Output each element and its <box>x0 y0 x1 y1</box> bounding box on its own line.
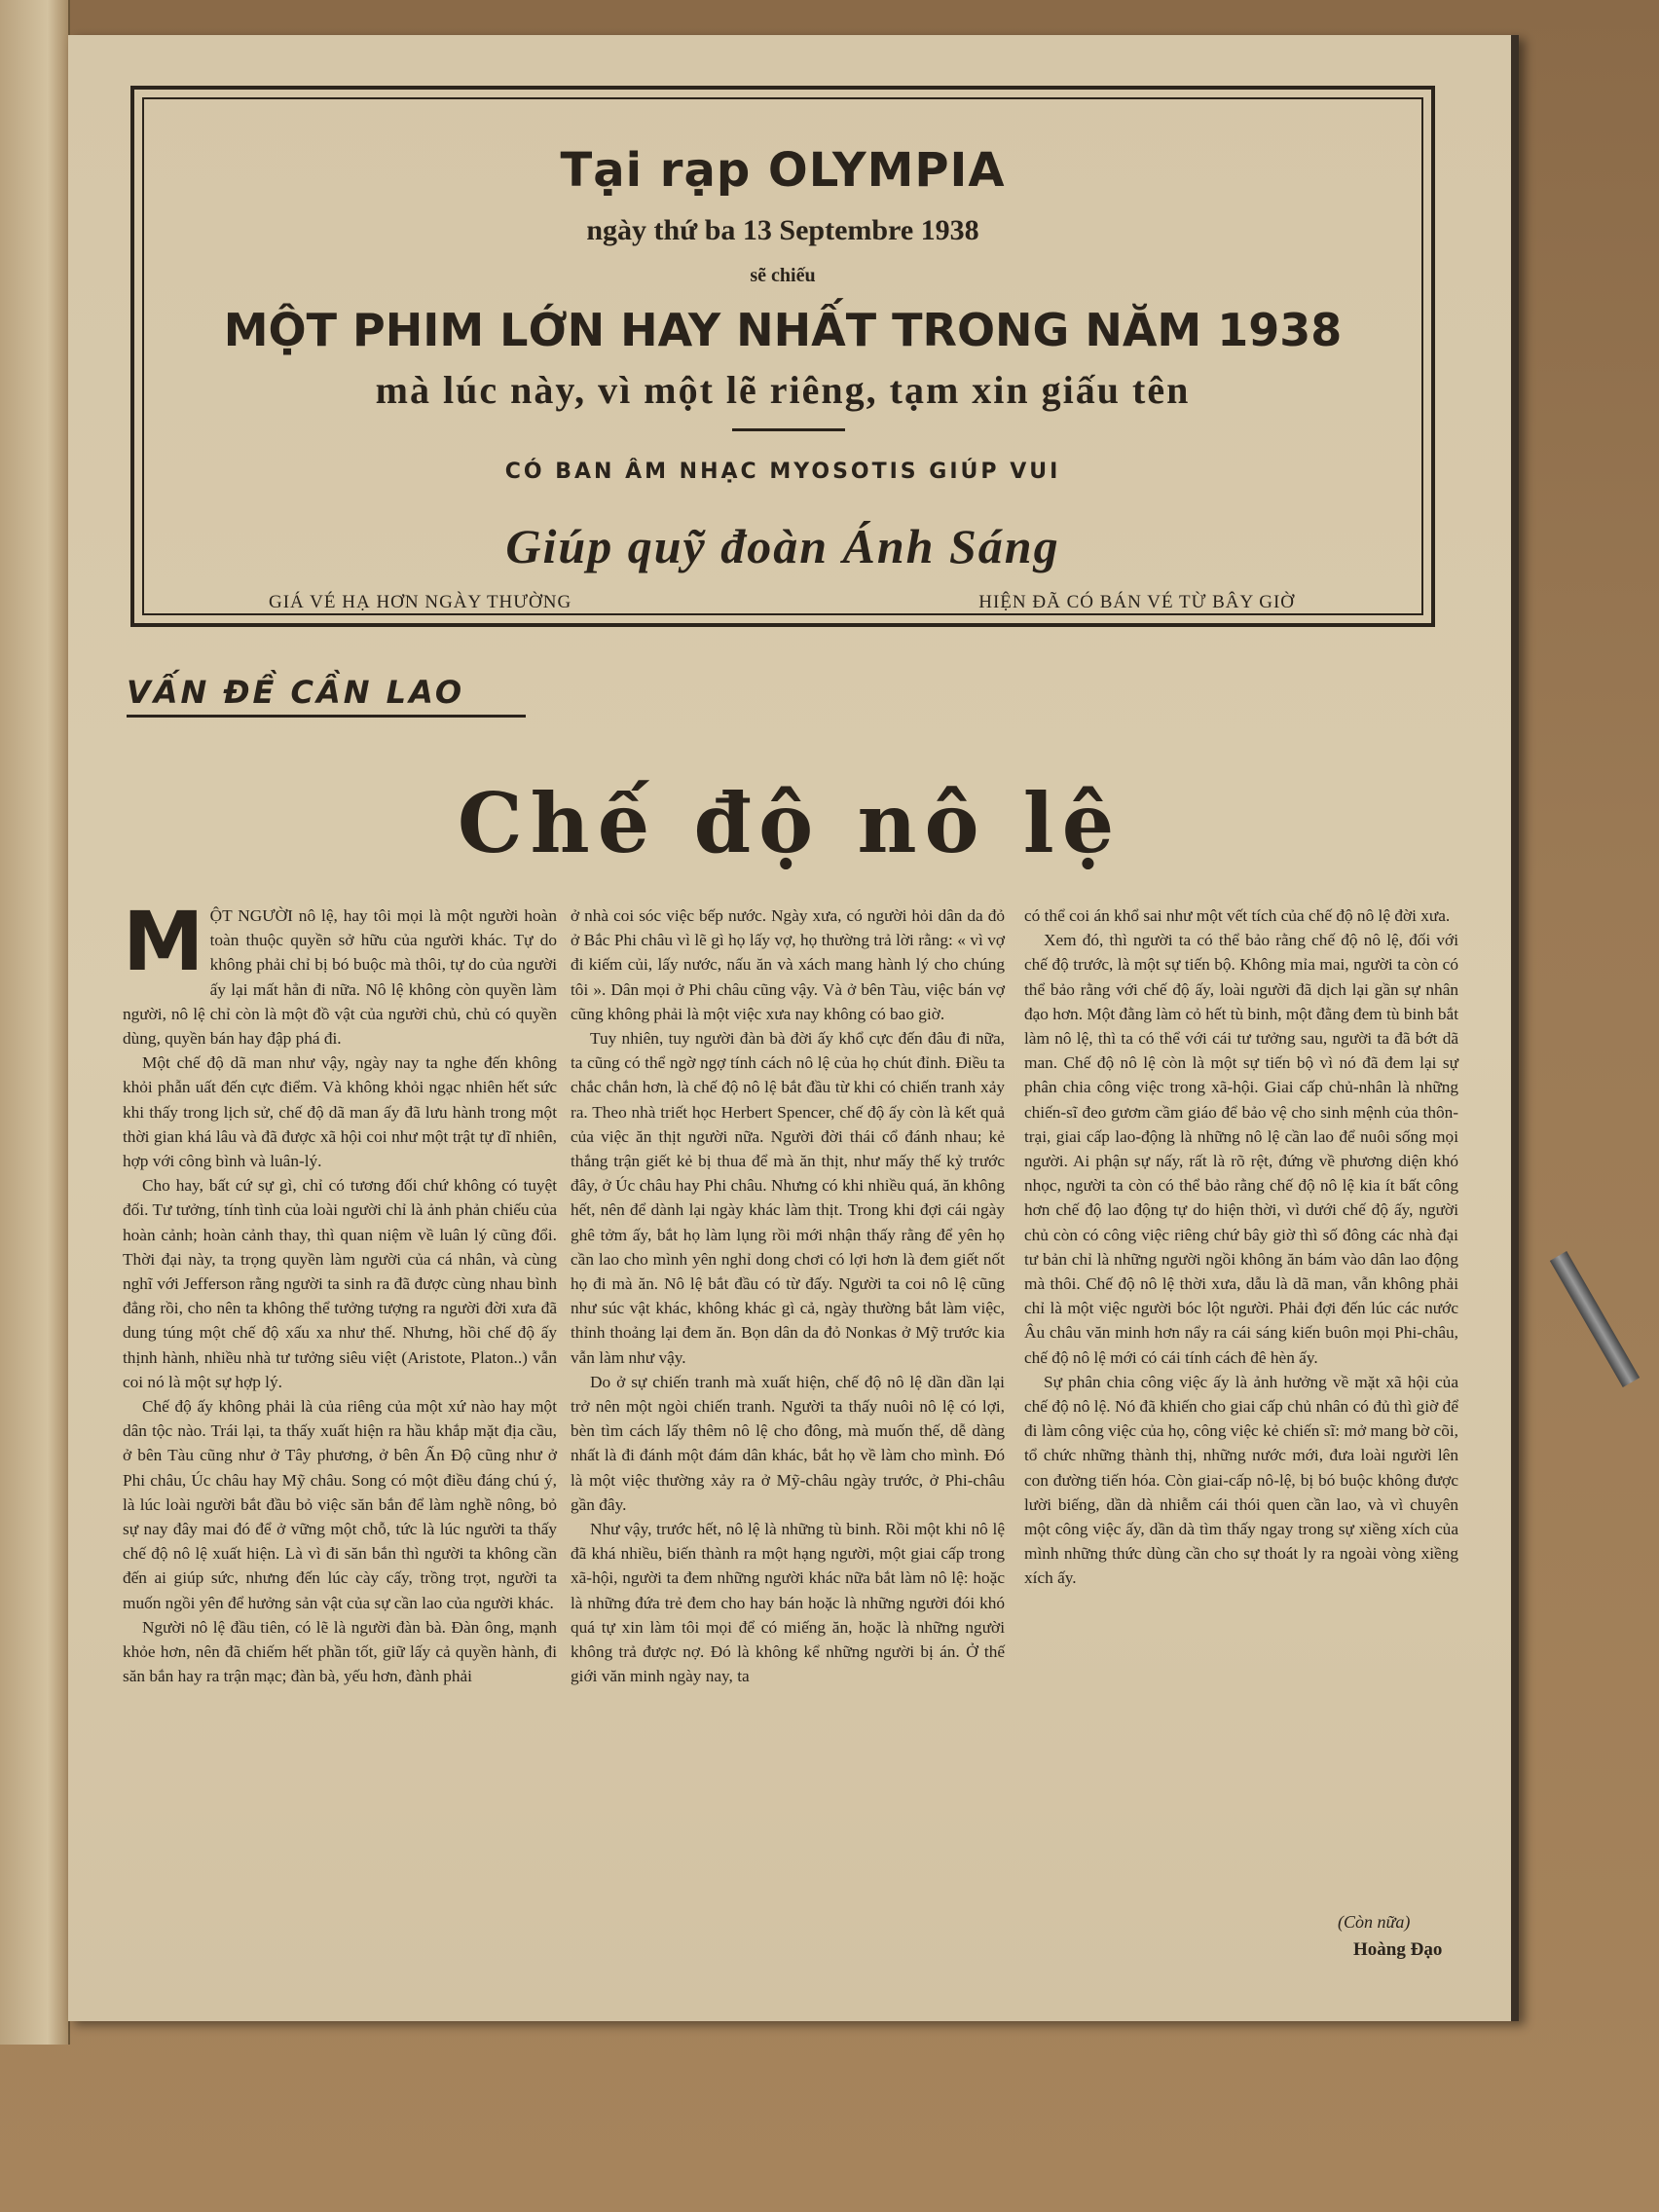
paragraph: Tuy nhiên, tuy người đàn bà đời ấy khổ cực đến đâu đi nữa, ta cũng có thể ngờ ngợ tính cách nô lệ của họ chút đỉnh. Điều ta chắc chắn hơn, là chế độ nô lệ bắt đầu từ khi có chiến tranh xảy ra. Theo nhà triết học Herbert Spencer, chế độ ấy còn là kết quả của việc ăn thịt người nữa. Người đời thái cổ đánh nhau; kẻ thắng trận giết kẻ bị thua để mà ăn thịt, như mấy thế kỷ trước đây, ở Úc châu hay Phi châu. Nhưng có khi nhiều quá, ăn không hết, nên để dành lại ngày khác làm thịt. Trong khi đợi cái ngày ghê tởm ấy, bắt họ làm lụng rồi mới nhận thấy rằng để yên họ cần lao cho mình yên nghỉ dong chơi có lợi hơn là đem giết nốt họ đi mà ăn. Nô lệ bắt đầu có từ đấy. Người ta coi nô lệ cũng như súc vật khác, không khác gì cả, ngày thường bắt làm việc, thỉnh thoảng lại đem ăn. Bọn dân da đỏ Nonkas ở Mỹ trước kia vẫn làm như vậy. <box>571 1029 1005 1367</box>
magazine-page <box>68 35 1519 2021</box>
paragraph: Sự phân chia công việc ấy là ảnh hưởng về mặt xã hội của chế độ nô lệ. Nó đã khiến cho giai cấp chủ nhân có đủ thì giờ để đi làm công việc của họ, công việc kẻ chiến sĩ: mở mang bờ cõi, tổ chức những thành thị, những nước mới, đưa loài người lên con đường tiến hóa. Còn giai-cấp nô-lệ, bị bó buộc không được lười biếng, dần dà nhiễm cái thói quen cần lao, và vì chuyên một công việc ấy, dần dà tìm thấy ngay trong sự xiềng xích của mình những thức dùng cần cho sự thoát ly ra ngoài vòng xiềng xích ấy. <box>1024 1372 1458 1588</box>
advertisement-inner-frame <box>142 97 1423 615</box>
paragraph: Chế độ ấy không phải là của riêng của một xứ nào hay một dân tộc nào. Trái lại, ta thấy xuất hiện ra hầu khắp mặt địa cầu, ở bên Tàu cũng như ở Tây phương, ở bên Ấn Độ cũng như ở Phi châu, Úc châu hay Mỹ châu. Song có một điều đáng chú ý, là lúc loài người bắt đầu bỏ việc săn bắn để làm nghề nông, bỏ sự nay đây mai đó để ở vững một chỗ, tức là lúc người ta thấy chế độ nô lệ xuất hiện. Là vì đi săn bắn thì người ta không cần đến ai giúp sức, nhưng đến lúc cày cấy, trồng trọt, người ta muốn ngồi yên để hưởng sản vật của sự cần lao của người khác. <box>123 1397 557 1612</box>
paragraph: MỘT NGƯỜI nô lệ, hay tôi mọi là một người hoàn toàn thuộc quyền sở hữu của người khác. Tự do không phải chỉ bị bó buộc mà thôi, tự do của người ấy lại mất hẳn đi nữa. Nô lệ không còn quyền làm người, nô lệ chỉ còn là một đồ vật của người chủ, chủ có quyền dùng, quyền bán hay đập phá đi. <box>123 894 557 1049</box>
continued-note: (Còn nữa) <box>1338 1912 1411 1932</box>
article-column-2 <box>571 903 1005 1689</box>
article-title: Chế độ nô lệ <box>457 775 1123 871</box>
ad-fund-line: Giúp quỹ đoàn Ánh Sáng <box>505 519 1060 573</box>
ad-music-note: CÓ BAN ÂM NHẠC MYOSOTIS GIÚP VUI <box>504 460 1061 484</box>
previous-page-edge <box>0 0 70 2045</box>
section-label: VẤN ĐỀ CẦN LAO <box>127 674 526 718</box>
ad-ticket-note: HIỆN ĐÃ CÓ BÁN VÉ TỪ BÂY GIỜ <box>978 592 1295 612</box>
ad-will-show: sẽ chiếu <box>750 265 816 286</box>
paragraph: ở nhà coi sóc việc bếp nước. Ngày xưa, có người hỏi dân da đỏ ở Bắc Phi châu vì lẽ gì họ lấy vợ, họ thường trả lời rằng: « vì vợ đi kiếm củi, lấy nước, nấu ăn và xách mang hành lý cho chúng tôi ». Dân mọi ở Phi châu cũng vậy. Và ở bên Tàu, việc bán vợ cũng không phải là một việc xưa nay không có bao giờ. <box>571 906 1005 1023</box>
ad-headline: MỘT PHIM LỚN HAY NHẤT TRONG NĂM 1938 <box>223 304 1343 356</box>
ad-divider <box>732 428 845 431</box>
paragraph: Một chế độ dã man như vậy, ngày nay ta nghe đến không khỏi phẫn uất đến cực điểm. Và không khỏi ngạc nhiên hết sức khi thấy trong lịch sử, chế độ dã man ấy đã lưu hành trong một thời gian khá lâu và đã được xã hội coi như một trật tự dĩ nhiên, hợp với công bình và luân-lý. <box>123 1053 557 1171</box>
author-signature: Hoàng Đạo <box>1353 1939 1443 1960</box>
advertisement-box <box>130 86 1435 627</box>
ad-venue: Tại rạp OLYMPIA <box>560 143 1006 198</box>
article-column-3 <box>1024 903 1458 1591</box>
paragraph: Người nô lệ đầu tiên, có lẽ là người đàn bà. Đàn ông, mạnh khỏe hơn, nên đã chiếm hết phần tốt, giữ lấy cả quyền hành, đi săn bắn hay ra trận mạc; đàn bà, yếu hơn, đành phải <box>123 1617 557 1686</box>
paragraph: Xem đó, thì người ta có thể bảo rằng chế độ nô lệ, đối với chế độ trước, là một sự tiến bộ. Không mỉa mai, người ta còn có thể bảo rằng với chế độ ấy, loài người đã dịch lại gần sự nhân đạo hơn. Một đằng làm cỏ hết tù binh, một đằng đem tù binh bắt làm nô lệ, thì ta có thể với cái tư tưởng sau, người ta đã bớt dã man. Chế độ nô lệ còn là một sự tiến bộ vì nó đã đem lại sự phân chia công việc trong xã-hội. Giai cấp chủ-nhân là những chiến-sĩ đeo gươm cầm giáo để bảo vệ cho sinh mệnh của thôn-trại, giai cấp lao-động là những nô lệ cần lao để nuôi sống mọi người. Ai phận sự nấy, rất là rõ rệt, đứng về phương diện khó nhọc, người ta còn có thể bảo rằng chế độ nô lệ kia ít bất công hơn chế độ lao động tự do hiện thời, vì dưới chế độ ấy, người chủ còn có công việc riêng chứ bây giờ thì số đông các nhà đại tư bản chỉ là những người ngồi không ăn bám vào dân lao động mà thôi. Chế độ nô lệ thời xưa, dẫu là dã man, vẫn không phải chỉ là một việc người bóc lột người. Phải đợi đến lúc các nước Âu châu văn minh hơn nẩy ra cái sáng kiến buôn mọi Phi-châu, chế độ nô lệ mới có cái tính cách đê hèn ấy. <box>1024 931 1458 1367</box>
ad-subheadline: mà lúc này, vì một lẽ riêng, tạm xin giấu tên <box>375 368 1191 412</box>
paragraph: có thể coi án khổ sai như một vết tích của chế độ nô lệ đời xưa. <box>1024 906 1451 925</box>
book-stand-pole <box>1550 1251 1640 1387</box>
paragraph: Do ở sự chiến tranh mà xuất hiện, chế độ nô lệ dần dần lại trở nên một ngòi chiến tranh. Người ta thấy nuôi nô lệ có lợi, bèn tìm cách lấy thêm nô lệ cho đông, mà muốn thế, dễ dàng nhất là đi đánh một đám dân khác, bắt họ về làm cho mình. Đó là một việc thường xảy ra ở Mỹ-châu ngày trước, ở Phi-châu gần đây. <box>571 1372 1005 1514</box>
ad-date: ngày thứ ba 13 Septembre 1938 <box>586 214 979 246</box>
drop-cap: M <box>123 894 204 989</box>
article-column-1 <box>123 894 557 1689</box>
paragraph: Như vậy, trước hết, nô lệ là những tù binh. Rồi một khi nô lệ đã khá nhiều, biến thành ra một hạng người, một giai cấp trong xã-hội, người ta đem những người khác nữa bắt làm nô lệ: hoặc là những đứa trẻ đem cho hay bán hoặc là những người đói khó quá tự xin làm tôi mọi để có miếng ăn, hoặc là những người không trả được nợ. Đó là không kể những người bị án. Ở thế giới văn minh ngày nay, ta <box>571 1520 1005 1686</box>
ad-price-note: GIÁ VÉ HẠ HƠN NGÀY THƯỜNG <box>269 592 572 612</box>
paragraph: Cho hay, bất cứ sự gì, chỉ có tương đối chứ không có tuyệt đối. Tư tưởng, tính tình của loài người chỉ là ảnh phản chiếu của hoàn cảnh; hoàn cảnh thay, thì quan niệm về luân lý cũng đổi. Thời đại này, ta trọng quyền làm người của cá nhân, và cùng nghĩ với Jefferson rằng người ta sinh ra đã được cùng nhau bình đẳng rồi, cho nên ta không thể tưởng tượng ra người đời xưa đã dung túng một chế độ xấu xa như thế. Nhưng, hồi chế độ ấy thịnh hành, nhiều nhà tư tưởng siêu việt (Aristote, Platon..) vẫn coi nó là một sự hợp lý. <box>123 1176 557 1391</box>
